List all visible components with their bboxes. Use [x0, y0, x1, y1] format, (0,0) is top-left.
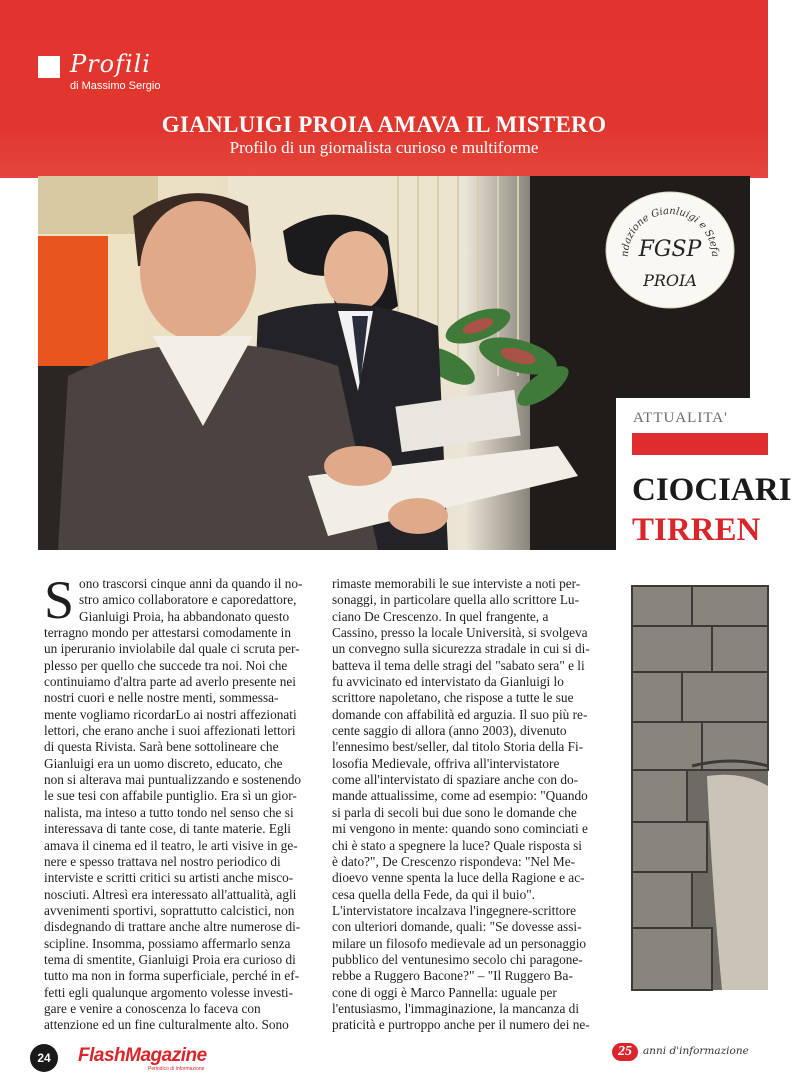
text-line: lettori, che erano anche i suoi affezionati lettori	[44, 723, 296, 739]
magazine-logo: FlashMagazine	[78, 1045, 207, 1066]
text-line: disdegnando di trattare anche altre numerose di-	[44, 919, 301, 935]
text-line: l'ennesimo best/seller, dal titolo Storia della Fi-	[332, 739, 584, 755]
text-line: tutto ma non in forma superficiale, perché in ef-	[44, 968, 300, 984]
magazine-logo-subtitle: Periodico di Informazione	[148, 1066, 205, 1072]
text-line: cesa quella della Fede, da qui il buio".	[332, 886, 535, 902]
text-line: un convegno sulla sicurezza stradale in cui si di-	[332, 641, 590, 657]
text-line: si parla di secoli bui due sono le domande che	[332, 804, 577, 820]
article-title: GIANLUIGI PROIA AMAVA IL MISTERO	[161, 112, 607, 137]
text-line: un iperuranio inviolabile dal quale ci scruta per-	[44, 641, 300, 657]
text-line: plesso per quello che succede tra noi. Noi che	[44, 657, 288, 673]
text-line: scipline. Insomma, possiamo affermarlo senza	[44, 935, 291, 951]
text-line: ciano De Crescenzo. In quel frangente, a	[332, 608, 549, 624]
text-line: Cassino, presso la locale Università, si svolgeva	[332, 625, 588, 641]
sidebar-stone-photo	[632, 586, 768, 990]
sidebar-headline-2: TIRREN	[632, 512, 761, 548]
text-line: Gianluigi Proia, ha abbandonato questo	[79, 608, 290, 624]
article-subtitle: Profilo di un giornalista curioso e multiforme	[229, 138, 539, 157]
text-line: chi è stato a spegnere la luce? Quale risposta si	[332, 837, 582, 853]
text-line: stro amico collaboratore e caporedattore,	[79, 592, 297, 608]
text-line: milare un filosofo medievale ad un personaggio	[332, 935, 587, 951]
author-byline: di Massimo Sergio	[70, 80, 161, 92]
section-title: Profili	[70, 50, 151, 78]
text-line: l'entusiasmo, l'immaginazione, la mancanza di	[332, 1000, 580, 1016]
text-line: non si alterava mai puntualizzando e sostenendo	[44, 772, 301, 788]
text-line: interessava di tante cose, di tante materie. Egli	[44, 821, 292, 837]
text-line: cente saggio di allora (anno 2003), divenuto	[332, 723, 567, 739]
text-line: gare e venire a conoscenza lo faceva con	[44, 1000, 261, 1016]
text-line: sonaggi, in particolare quella allo scrittore Lu-	[332, 592, 580, 608]
text-line: attenzione ed un fine culturalmente alto. Sono	[44, 1017, 289, 1033]
logo-arc-text: ndazione Gianluigi e Stefa	[619, 205, 721, 258]
text-line: avvenimenti sportivi, soprattutto calcistici, non	[44, 902, 295, 918]
logo-name: PROIA	[643, 271, 697, 290]
text-line: nere e spesso trattava nel nostro periodico di	[44, 853, 281, 869]
text-line: amava il cinema ed il teatro, le arti visive in ge-	[44, 837, 298, 853]
sidebar-tag: ATTUALITA'	[633, 410, 728, 426]
text-line: rebbe a Ruggero Bacone?" – "Il Ruggero Ba-	[332, 968, 573, 984]
text-line: fetti egli qualunque argomento volesse investi-	[44, 984, 294, 1000]
text-line: con ulteriori domande, quali: "Se dovesse assi-	[332, 919, 582, 935]
section-marker-square	[38, 56, 60, 78]
text-line: dioevo venne spenta la luce della Ragione e ac-	[332, 870, 585, 886]
text-line: cone di oggi è Marco Pannella: uguale per	[332, 984, 557, 1000]
text-line: nalista, ma inteso a tutto tondo nel senso che si	[44, 804, 294, 820]
sidebar-headline-1: CIOCIARI	[632, 472, 792, 508]
text-line: mente vogliamo ricordarLo ai nostri affezionati	[44, 706, 297, 722]
text-line: scrittore napoletano, che rispose a tutte le sue	[332, 690, 574, 706]
page-number: 24	[30, 1044, 58, 1072]
text-line: fu avvicinato ed intervistato da Gianluigi lo	[332, 674, 564, 690]
anniversary-badge: 25	[612, 1043, 638, 1061]
text-line: è dato?", De Crescenzo rispondeva: "Nel Me-	[332, 853, 576, 869]
sidebar-red-bar	[632, 433, 768, 455]
text-line: nosciuti. Altresì era interessato all'attualità, agli	[44, 886, 297, 902]
text-line: di questa Rivista. Sarà bene sottolineare che	[44, 739, 279, 755]
text-line: come all'intervistato di spaziare anche con do-	[332, 772, 579, 788]
text-line: rimaste memorabili le sue interviste a noti per-	[332, 576, 581, 591]
article-column-2	[332, 576, 610, 1034]
text-line: interviste e scritti critici su artisti anche misco-	[44, 870, 294, 886]
text-line: mi vengono in mente: quando sono cominciati e	[332, 821, 588, 837]
text-line: mande attualissime, come ad esempio: "Quando	[332, 788, 588, 804]
foundation-logo	[604, 190, 736, 310]
logo-monogram: FGSP	[638, 237, 702, 262]
text-line: Gianluigi era un uomo discreto, educato, che	[44, 755, 283, 771]
text-line: pubblico del ventunesimo secolo chi paragone-	[332, 951, 583, 967]
text-line: nostri cuori e nelle nostre menti, sommessa-	[44, 690, 279, 706]
text-line: batteva il tema delle stragi del "sabato sera" e li	[332, 657, 585, 673]
drop-cap: S	[44, 570, 75, 630]
text-line: le sue tesi con affabile puntiglio. Era sì un gior-	[44, 788, 297, 804]
text-line: L'intervistatore incalzava l'ingegnere-scrittore	[332, 902, 577, 918]
text-line: continuiamo d'altra parte ad averlo presente nei	[44, 674, 296, 690]
text-line: domande con affabilità ed arguzia. Il suo più re-	[332, 706, 588, 722]
text-line: terragno mondo per attestarsi comodamente in	[44, 625, 292, 641]
text-line: losofia Medievale, offriva all'intervistatore	[332, 755, 560, 771]
text-line: tema di smentite, Gianluigi Proia era curioso di	[44, 951, 296, 967]
anniversary-text: anni d'informazione	[643, 1045, 749, 1057]
text-line: ono trascorsi cinque anni da quando il no-	[79, 576, 303, 591]
text-line: praticità e purtroppo anche per il numero dei ne-	[332, 1017, 590, 1033]
article-column-1	[44, 570, 322, 1034]
